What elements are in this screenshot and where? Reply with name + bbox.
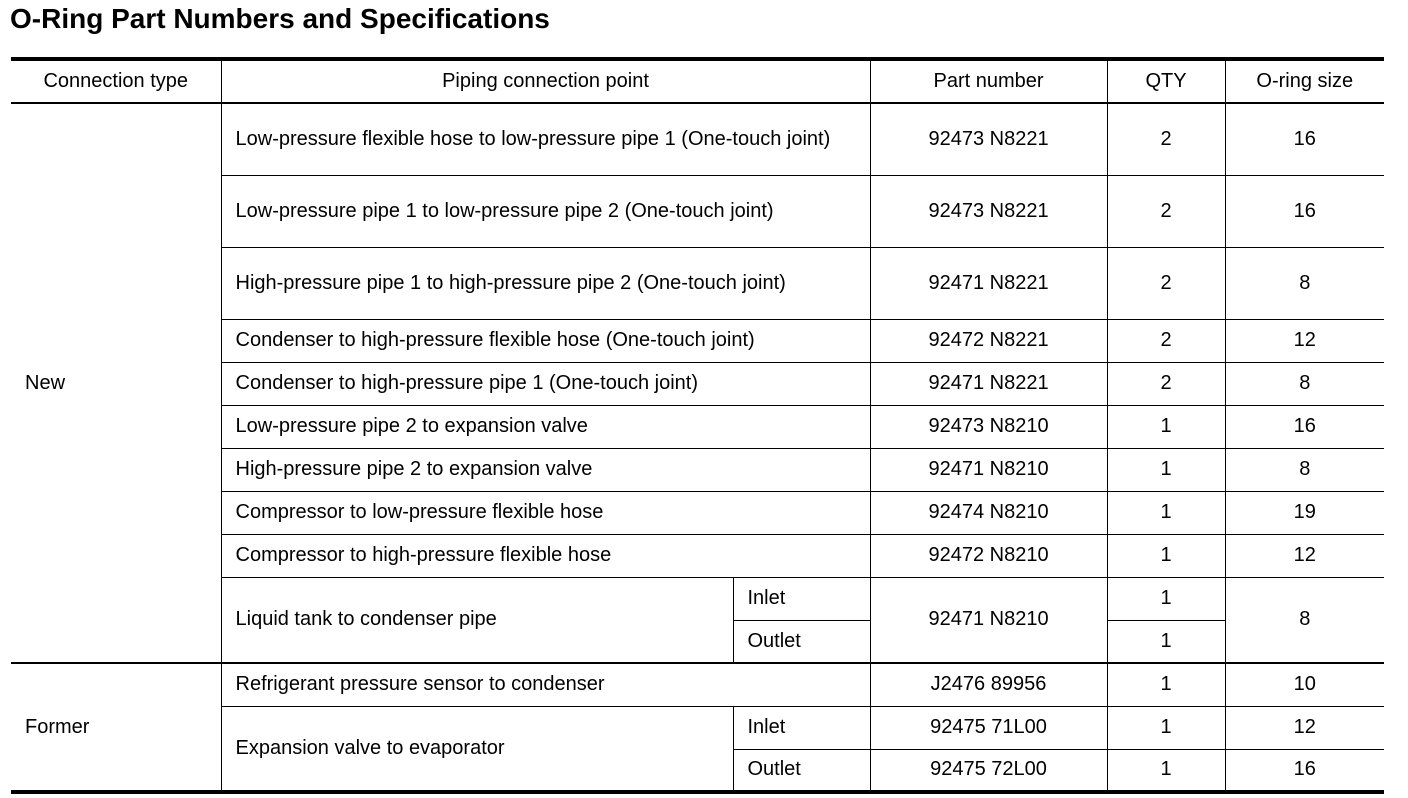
table-row [11, 103, 1384, 175]
part-number-cell: 92471 N8221 [870, 362, 1107, 405]
qty-cell: 1 [1107, 491, 1225, 534]
qty-cell: 1 [1107, 663, 1225, 706]
qty-cell: 1 [1107, 448, 1225, 491]
qty-cell: 2 [1107, 247, 1225, 319]
qty-cell: 2 [1107, 175, 1225, 247]
inlet-label-cell: Inlet [733, 706, 870, 749]
qty-cell: 2 [1107, 319, 1225, 362]
piping-point-cell: Condenser to high-pressure pipe 1 (One-touch joint) [221, 362, 870, 405]
part-number-cell: 92471 N8210 [870, 448, 1107, 491]
o-ring-size-cell: 8 [1225, 247, 1384, 319]
qty-cell: 1 [1107, 577, 1225, 620]
qty-cell: 1 [1107, 706, 1225, 749]
header-qty: QTY [1107, 59, 1225, 103]
part-number-cell: 92471 N8221 [870, 247, 1107, 319]
o-ring-size-cell: 8 [1225, 448, 1384, 491]
part-number-cell: 92472 N8221 [870, 319, 1107, 362]
o-ring-size-cell: 12 [1225, 706, 1384, 749]
table-row [11, 663, 1384, 706]
o-ring-size-cell: 16 [1225, 175, 1384, 247]
header-part-number: Part number [870, 59, 1107, 103]
piping-point-cell: Low-pressure pipe 1 to low-pressure pipe 2 (One-touch joint) [221, 175, 870, 247]
outlet-label-cell: Outlet [733, 620, 870, 663]
o-ring-size-cell: 8 [1225, 577, 1384, 663]
part-number-cell: 92474 N8210 [870, 491, 1107, 534]
o-ring-size-cell: 16 [1225, 749, 1384, 792]
piping-point-cell: Expansion valve to evaporator [221, 706, 733, 792]
o-ring-size-cell: 16 [1225, 103, 1384, 175]
connection-type-cell: New [11, 103, 221, 663]
header-o-ring-size: O-ring size [1225, 59, 1384, 103]
inlet-label-cell: Inlet [733, 577, 870, 620]
piping-point-cell: Low-pressure pipe 2 to expansion valve [221, 405, 870, 448]
piping-point-cell: Refrigerant pressure sensor to condenser [221, 663, 870, 706]
piping-point-cell: Liquid tank to condenser pipe [221, 577, 733, 663]
qty-cell: 2 [1107, 103, 1225, 175]
connection-type-cell: Former [11, 663, 221, 792]
piping-point-cell: High-pressure pipe 1 to high-pressure pipe 2 (One-touch joint) [221, 247, 870, 319]
part-number-cell: 92475 71L00 [870, 706, 1107, 749]
o-ring-size-cell: 16 [1225, 405, 1384, 448]
part-number-cell: 92475 72L00 [870, 749, 1107, 792]
page-title: O-Ring Part Numbers and Specifications [10, 3, 550, 34]
header-connection-type: Connection type [11, 59, 221, 103]
part-number-cell: 92473 N8221 [870, 175, 1107, 247]
qty-cell: 1 [1107, 620, 1225, 663]
qty-cell: 1 [1107, 534, 1225, 577]
o-ring-size-cell: 19 [1225, 491, 1384, 534]
o-ring-size-cell: 12 [1225, 319, 1384, 362]
piping-point-cell: Low-pressure flexible hose to low-pressure pipe 1 (One-touch joint) [221, 103, 870, 175]
qty-cell: 1 [1107, 749, 1225, 792]
piping-point-cell: Compressor to high-pressure flexible hose [221, 534, 870, 577]
piping-point-cell: High-pressure pipe 2 to expansion valve [221, 448, 870, 491]
piping-point-cell: Condenser to high-pressure flexible hose (One-touch joint) [221, 319, 870, 362]
qty-cell: 1 [1107, 405, 1225, 448]
part-number-cell: 92472 N8210 [870, 534, 1107, 577]
piping-point-cell: Compressor to low-pressure flexible hose [221, 491, 870, 534]
o-ring-size-cell: 10 [1225, 663, 1384, 706]
part-number-cell: 92471 N8210 [870, 577, 1107, 663]
header-piping-connection-point: Piping connection point [221, 59, 870, 103]
part-number-cell: 92473 N8210 [870, 405, 1107, 448]
outlet-label-cell: Outlet [733, 749, 870, 792]
o-ring-spec-table [11, 57, 1384, 794]
part-number-cell: J2476 89956 [870, 663, 1107, 706]
o-ring-size-cell: 8 [1225, 362, 1384, 405]
qty-cell: 2 [1107, 362, 1225, 405]
table-header-row [11, 59, 1384, 103]
o-ring-size-cell: 12 [1225, 534, 1384, 577]
part-number-cell: 92473 N8221 [870, 103, 1107, 175]
